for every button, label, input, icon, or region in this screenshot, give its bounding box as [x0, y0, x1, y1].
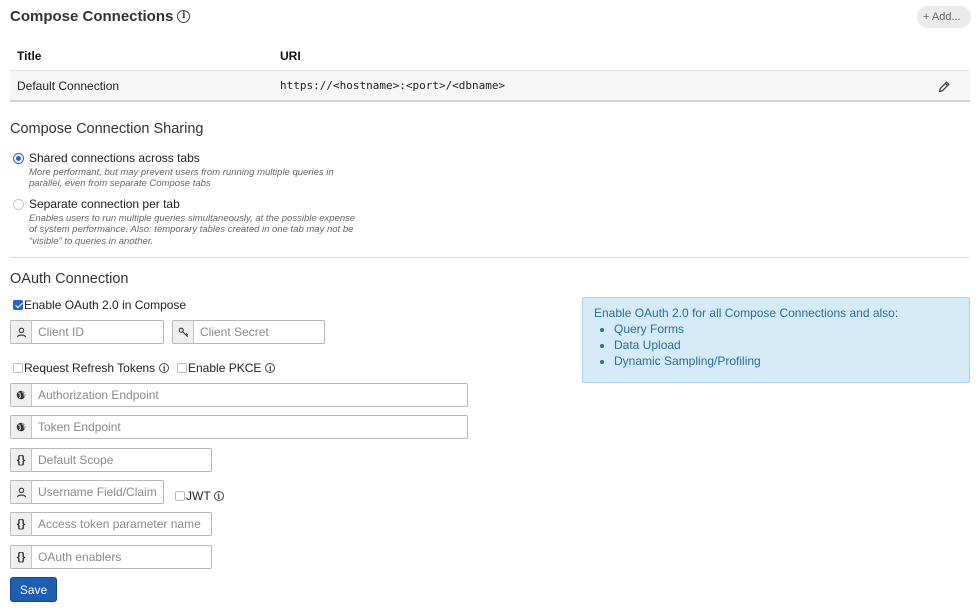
refresh-tokens-checkbox-box[interactable] — [13, 363, 23, 373]
enable-oauth-label: Enable OAuth 2.0 in Compose — [24, 298, 187, 312]
list-item: • Dynamic Sampling/Profiling — [614, 353, 958, 369]
enable-oauth-checkbox[interactable] — [13, 298, 186, 312]
sharing-section-title: Compose Connection Sharing — [10, 121, 204, 137]
page-title — [10, 8, 190, 25]
jwt-label: JWT — [186, 489, 211, 503]
info-icon[interactable]: i — [177, 10, 190, 23]
jwt-checkbox[interactable] — [175, 489, 224, 503]
radio-separate-input[interactable] — [13, 199, 24, 210]
radio-shared-connections[interactable] — [13, 151, 359, 190]
authorization-endpoint-input[interactable] — [32, 384, 467, 406]
oauth-section-title: OAuth Connection — [10, 271, 129, 287]
page-title-text: Compose Connections — [10, 8, 174, 25]
refresh-tokens-checkbox[interactable] — [13, 361, 169, 375]
enable-pkce-label: Enable PKCE — [188, 361, 262, 375]
list-item: • Query Forms — [614, 321, 958, 337]
refresh-tokens-label: Request Refresh Tokens — [24, 361, 156, 375]
client-secret-input[interactable] — [194, 321, 324, 343]
default-scope-input[interactable] — [32, 449, 211, 471]
globe-icon — [11, 416, 32, 438]
radio-separate-connection[interactable] — [13, 197, 359, 247]
connection-title: Default Connection — [17, 79, 120, 93]
save-button[interactable]: Save — [10, 577, 57, 602]
enable-pkce-checkbox[interactable] — [177, 361, 275, 375]
radio-separate-label: Separate connection per tab — [29, 197, 180, 211]
access-token-param-input[interactable] — [32, 513, 211, 535]
radio-shared-description: More performant, but may prevent users from running multiple queries in parallel, even from separate Compose tabs — [29, 167, 334, 190]
username-field[interactable] — [10, 480, 164, 504]
globe-icon — [11, 384, 32, 406]
connection-uri: https://<hostname>:<port>/<dbname> — [280, 79, 506, 92]
connections-table-header — [10, 41, 970, 71]
radio-separate-description: Enables users to run multiple queries simultaneously, at the possible expense of system performance. Also: temporary tables created in one tab may not be “visible” to queries in another. — [29, 213, 356, 247]
access-token-param-field[interactable] — [10, 512, 212, 536]
oauth-enablers-field[interactable] — [10, 545, 212, 569]
client-id-input[interactable] — [32, 321, 163, 343]
jwt-checkbox-box[interactable] — [175, 491, 185, 501]
jwt-info-icon[interactable]: i — [214, 491, 224, 501]
table-row[interactable] — [10, 70, 970, 102]
client-id-field[interactable] — [10, 320, 164, 344]
enable-oauth-checkbox-box[interactable] — [13, 300, 23, 310]
pencil-icon[interactable] — [937, 80, 951, 94]
client-secret-field[interactable] — [172, 320, 325, 344]
braces-icon: {} — [11, 546, 32, 568]
column-header-title: Title — [17, 49, 42, 63]
pkce-info-icon[interactable]: i — [265, 363, 275, 373]
default-scope-field[interactable] — [10, 448, 212, 472]
oauth-info-list — [594, 321, 958, 369]
refresh-tokens-info-icon[interactable]: i — [159, 363, 169, 373]
list-item: • Data Upload — [614, 337, 958, 353]
oauth-info-box — [582, 297, 970, 383]
radio-shared-label: Shared connections across tabs — [29, 151, 200, 165]
braces-icon: {} — [11, 449, 32, 471]
username-input[interactable] — [32, 481, 163, 503]
oauth-info-heading: Enable OAuth 2.0 for all Compose Connections and also: — [594, 306, 899, 320]
token-endpoint-input[interactable] — [32, 416, 467, 438]
radio-shared-input[interactable] — [13, 153, 24, 164]
section-divider — [10, 257, 970, 258]
add-connection-button[interactable]: + Add... — [917, 6, 971, 28]
user-icon — [11, 481, 32, 503]
user-icon — [11, 321, 32, 343]
braces-icon: {} — [11, 513, 32, 535]
authorization-endpoint-field[interactable] — [10, 383, 468, 407]
enable-pkce-checkbox-box[interactable] — [177, 363, 187, 373]
oauth-enablers-input[interactable] — [32, 546, 211, 568]
token-endpoint-field[interactable] — [10, 415, 468, 439]
column-header-uri: URI — [280, 49, 301, 63]
key-icon — [173, 321, 194, 343]
